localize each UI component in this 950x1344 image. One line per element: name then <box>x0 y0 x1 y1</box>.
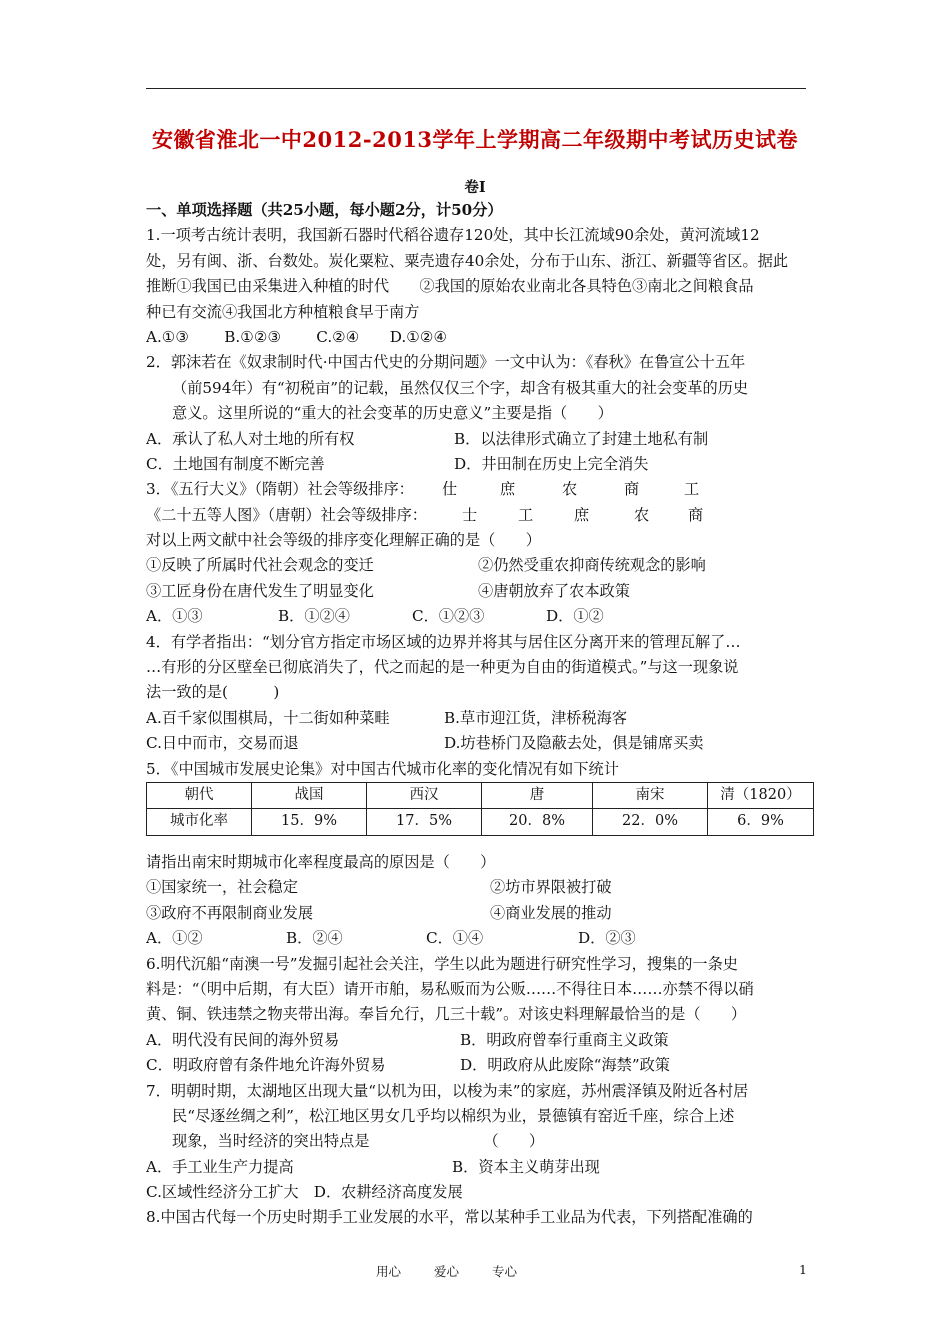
question-8 <box>146 1205 810 1230</box>
question-line: 法一致的是( ) <box>146 683 280 702</box>
question-5 <box>146 757 810 952</box>
question-3 <box>146 477 810 629</box>
rank-row-tang <box>146 503 810 528</box>
page-number: 1 <box>799 1262 807 1277</box>
rank-item: 工 <box>518 505 534 524</box>
footer-motto <box>376 1262 576 1280</box>
table-cell: 唐 <box>482 782 593 808</box>
statement: ④商业发展的推动 <box>490 903 612 922</box>
statement: ②仍然受重农抑商传统观念的影响 <box>478 556 706 575</box>
statement: ④唐朝放弃了农本政策 <box>478 581 630 600</box>
option-d: D．①② <box>546 607 604 626</box>
statement-row <box>146 901 810 926</box>
rank-item: 工 <box>684 480 700 499</box>
header-rule <box>146 88 806 89</box>
question-line: 种已有交流④我国北方种植粮食早于南方 <box>146 302 420 321</box>
option-a: A．承认了私人对土地的所有权 <box>146 429 355 448</box>
question-line: 请指出南宋时期城市化率程度最高的原因是（ ） <box>146 852 496 871</box>
table-row <box>147 809 814 835</box>
table-cell: 城市化率 <box>147 809 252 835</box>
statement: ③工匠身份在唐代发生了明显变化 <box>146 581 374 600</box>
footer-motto-item: 用心 <box>376 1264 402 1279</box>
urbanization-table <box>146 782 814 836</box>
statement-row <box>146 875 810 900</box>
option-row <box>146 452 810 477</box>
statement: ③政府不再限制商业发展 <box>146 903 314 922</box>
table-header-row <box>147 782 814 808</box>
question-line: 意义。这里所说的“重大的社会变革的历史意义”主要是指（ ） <box>172 404 613 423</box>
statement: ①反映了所属时代社会观念的变迁 <box>146 556 374 575</box>
rank-item: 庶 <box>500 480 516 499</box>
table-cell: 20．8% <box>482 809 593 835</box>
exam-content <box>146 198 810 1231</box>
question-line: 处，另有闽、浙、台数处。炭化粟粒、粟壳遗存40余处，分布于山东、浙江、新疆等省区。据此 <box>146 251 789 270</box>
option-b: B．②④ <box>286 929 343 948</box>
table-cell: 15．9% <box>252 809 367 835</box>
option-row <box>146 1028 810 1053</box>
option-d: D．井田制在历史上完全消失 <box>454 454 649 473</box>
question-line: 4．有学者指出：“划分官方指定市场区域的边界并将其与居住区分离开来的管理瓦解了… <box>146 632 741 651</box>
volume-label: 卷Ⅰ <box>464 179 486 196</box>
question-6 <box>146 952 810 1079</box>
table-cell: 17．5% <box>367 809 482 835</box>
option-c: C．①②③ <box>412 607 485 626</box>
option-d: D．明政府从此废除“海禁”政策 <box>460 1056 670 1075</box>
option-b: B．①②④ <box>278 607 350 626</box>
question-line: 推断①我国已由采集进入种植的时代 ②我国的原始农业南北各具特色③南北之间粮食品 <box>146 277 754 296</box>
question-line: 2．郭沫若在《奴隶制时代·中国古代史的分期问题》一文中认为：《春秋》在鲁宣公十五年 <box>146 353 746 372</box>
section-heading: 一、单项选择题（共25小题，每小题2分，计50分） <box>146 201 503 219</box>
table-cell: 南宋 <box>593 782 708 808</box>
question-2 <box>146 350 810 477</box>
question-line: 1.一项考古统计表明，我国新石器时代稻谷遗存120处，其中长江流域90余处，黄河流域12 <box>146 226 760 245</box>
table-cell: 朝代 <box>147 782 252 808</box>
question-1 <box>146 223 810 350</box>
question-line: 民“尽逐丝绸之利”，松江地区男女几乎均以棉织为业，景德镇有窑近千座，综合上述 <box>172 1106 735 1125</box>
rank-item: 农 <box>634 505 650 524</box>
rank-row-sui <box>146 477 810 502</box>
option-a: A．①③ <box>146 607 203 626</box>
option-b: B.草市迎江货，津桥税海客 <box>444 708 628 727</box>
footer-motto-item: 专心 <box>492 1264 518 1279</box>
question-line: 对以上两文献中社会等级的排序变化理解正确的是（ ） <box>146 531 541 550</box>
option-row <box>146 926 810 951</box>
option-row: C.区域性经济分工扩大 D．农耕经济高度发展 <box>146 1183 463 1202</box>
option-d: D.坊巷桥门及隐蔽去处，俱是铺席买卖 <box>444 734 704 753</box>
rank-item: 商 <box>688 505 704 524</box>
question-line: 现象，当时经济的突出特点是 （ ） <box>172 1132 545 1151</box>
option-b: B．以法律形式确立了封建土地私有制 <box>454 429 709 448</box>
table-cell: 战国 <box>252 782 367 808</box>
option-d: D．②③ <box>578 929 636 948</box>
question-line: 6.明代沉船“南澳一号”发掘引起社会关注，学生以此为题进行研究性学习，搜集的一条史 <box>146 954 738 973</box>
option-c: C．明政府曾有条件地允许海外贸易 <box>146 1056 386 1075</box>
answer-options: A.①③ B.①②③ C.②④ D.①②④ <box>146 327 448 346</box>
option-a: A.百千家似围棋局，十二街如种菜畦 <box>146 708 390 727</box>
question-line: …有形的分区壁垒已彻底消失了，代之而起的是一种更为自由的街道模式。”与这一现象说 <box>146 658 739 677</box>
question-7 <box>146 1079 810 1206</box>
statement-row <box>146 579 810 604</box>
option-row <box>146 604 810 629</box>
question-line: 5．《中国城市发展史论集》对中国古代城市化率的变化情况有如下统计 <box>146 759 619 778</box>
statement: ②坊市界限被打破 <box>490 878 612 897</box>
rank-item: 农 <box>562 480 578 499</box>
option-b: B．资本主义萌芽出现 <box>452 1157 600 1176</box>
footer-motto-item: 爱心 <box>434 1264 460 1279</box>
option-a: A．①② <box>146 929 203 948</box>
option-c: C.日中而市，交易而退 <box>146 734 299 753</box>
question-line: 料是：“（明中后期，有大臣）请开市舶，易私贩而为公贩……不得往日本……亦禁不得以硝 <box>146 979 754 998</box>
rank-label: 3．《五行大义》（隋朝）社会等级排序： <box>146 480 414 499</box>
option-row <box>146 706 810 731</box>
rank-item: 商 <box>624 480 640 499</box>
option-a: A．明代没有民间的海外贸易 <box>146 1030 340 1049</box>
option-row <box>146 427 810 452</box>
question-4 <box>146 630 810 757</box>
option-row <box>146 731 810 756</box>
rank-item: 仕 <box>442 480 458 499</box>
statement-row <box>146 553 810 578</box>
statement: ①国家统一，社会稳定 <box>146 878 298 897</box>
question-line: 8.中国古代每一个历史时期手工业发展的水平，常以某种手工业品为代表，下列搭配准确的 <box>146 1208 753 1227</box>
option-b: B．明政府曾奉行重商主义政策 <box>460 1030 669 1049</box>
option-row <box>146 1155 810 1180</box>
question-line: （前594年）有“初税亩”的记载，虽然仅仅三个字，却含有极其重大的社会变革的历史 <box>172 378 749 397</box>
table-cell: 6．9% <box>708 809 814 835</box>
question-line: 7．明朝时期，太湖地区出现大量“以机为田，以梭为耒”的家庭，苏州震泽镇及附近各村居 <box>146 1081 749 1100</box>
question-line: 黄、铜、铁违禁之物夹带出海。奉旨允行，几三十载”。对该史料理解最恰当的是（ ） <box>146 1005 747 1024</box>
rank-item: 庶 <box>574 505 590 524</box>
option-c: C．土地国有制度不断完善 <box>146 454 325 473</box>
table-cell: 22．0% <box>593 809 708 835</box>
table-cell: 西汉 <box>367 782 482 808</box>
option-c: C．①④ <box>426 929 484 948</box>
exam-title: 安徽省淮北一中2012-2013学年上学期高二年级期中考试历史试卷 <box>151 127 799 152</box>
urbanization-table-wrap <box>146 782 810 838</box>
option-row <box>146 1053 810 1078</box>
rank-label: 《二十五等人图》（唐朝）社会等级排序： <box>146 505 427 524</box>
option-a: A．手工业生产力提高 <box>146 1157 294 1176</box>
table-cell: 清（1820） <box>708 782 814 808</box>
rank-item: 士 <box>462 505 478 524</box>
